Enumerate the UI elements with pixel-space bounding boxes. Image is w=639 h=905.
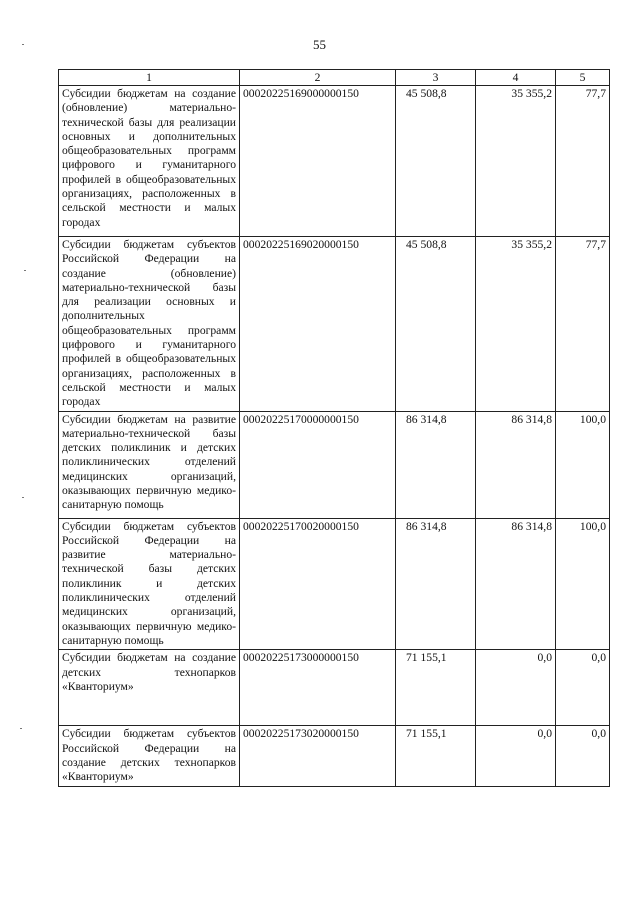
row-name: Субсидии бюджетам субъектов Российской Федерации на создание детских технопарков «Кванториум» <box>59 726 240 787</box>
row-name: Субсидии бюджетам на создание детских технопарков «Кванториум» <box>59 650 240 726</box>
header-cell-3: 3 <box>396 70 476 86</box>
row-value-4: 35 355,2 <box>476 237 556 412</box>
table-row <box>59 726 610 787</box>
row-code: 00020225169000000150 <box>240 86 396 237</box>
row-name: Субсидии бюджетам субъектов Российской Федерации на создание (обновление) материально-технической базы для реализации основных и дополнительных общеобразовательных программ цифрового и гуманитарного профилей в общеобразовательных организациях, расположенных в сельской местности и малых городах <box>59 237 240 412</box>
row-code: 00020225169020000150 <box>240 237 396 412</box>
row-value-5: 0,0 <box>556 650 610 726</box>
row-value-3: 45 508,8 <box>396 237 476 412</box>
header-cell-2: 2 <box>240 70 396 86</box>
row-name: Субсидии бюджетам субъектов Российской Федерации на развитие материально-технической базы детских поликлиник и детских поликлинических отделений медицинских организаций, оказывающих первичную медико- санитарную помощь <box>59 518 240 650</box>
scan-mark <box>22 497 24 498</box>
header-cell-5: 5 <box>556 70 610 86</box>
row-value-5: 77,7 <box>556 86 610 237</box>
row-code: 00020225173020000150 <box>240 726 396 787</box>
row-value-5: 100,0 <box>556 411 610 518</box>
row-code: 00020225173000000150 <box>240 650 396 726</box>
row-name: Субсидии бюджетам на создание (обновление) материально-технической базы для реализации основных и дополнительных общеобразовательных программ цифрового и гуманитарного профилей в общеобразовательных организациях, расположенных в сельской местности и малых городах <box>59 86 240 237</box>
row-code: 00020225170020000150 <box>240 518 396 650</box>
row-value-5: 100,0 <box>556 518 610 650</box>
row-value-4: 86 314,8 <box>476 518 556 650</box>
page-number: 55 <box>313 37 326 52</box>
row-value-3: 71 155,1 <box>396 726 476 787</box>
row-value-5: 77,7 <box>556 237 610 412</box>
header-row <box>59 70 610 86</box>
row-name: Субсидии бюджетам на развитие материально-технической базы детских поликлиник и детских поликлинических отделений медицинских организаций, оказывающих первичную медико-санитарную помощь <box>59 411 240 518</box>
table-row <box>59 411 610 518</box>
scan-mark <box>24 270 26 271</box>
scan-mark <box>20 728 22 729</box>
row-value-3: 71 155,1 <box>396 650 476 726</box>
row-value-4: 0,0 <box>476 726 556 787</box>
row-value-4: 0,0 <box>476 650 556 726</box>
header-cell-4: 4 <box>476 70 556 86</box>
scan-mark <box>22 44 24 45</box>
row-value-3: 45 508,8 <box>396 86 476 237</box>
row-value-3: 86 314,8 <box>396 411 476 518</box>
table-row <box>59 650 610 726</box>
table-row <box>59 518 610 650</box>
row-code: 00020225170000000150 <box>240 411 396 518</box>
row-value-5: 0,0 <box>556 726 610 787</box>
table-row <box>59 237 610 412</box>
row-value-4: 35 355,2 <box>476 86 556 237</box>
budget-table <box>58 69 610 787</box>
table-row <box>59 86 610 237</box>
row-value-4: 86 314,8 <box>476 411 556 518</box>
row-value-3: 86 314,8 <box>396 518 476 650</box>
header-cell-1: 1 <box>59 70 240 86</box>
